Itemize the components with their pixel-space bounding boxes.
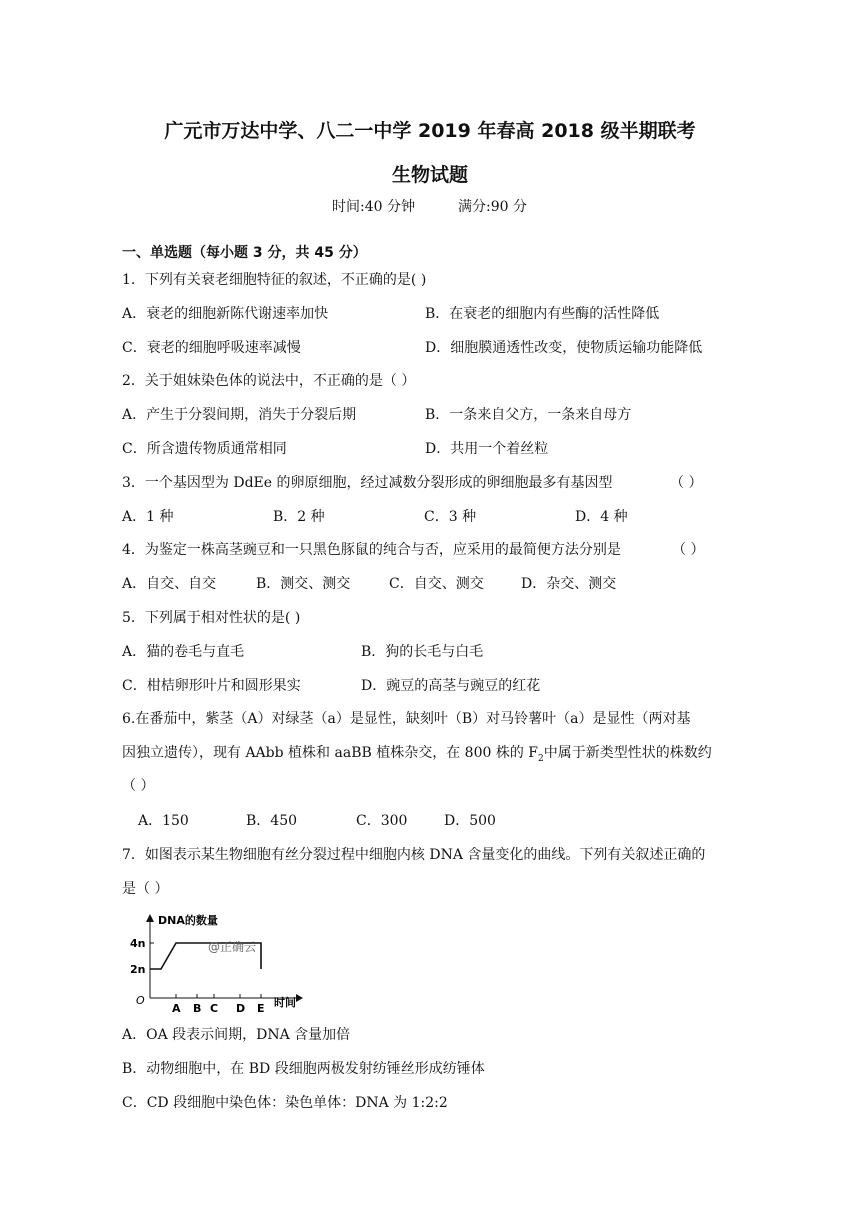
question-3-option-c: C．3 种 <box>424 509 477 525</box>
question-3-stem: 3．一个基因型为 DdEe 的卵原细胞，经过减数分裂形成的卵细胞最多有基因型 <box>122 475 613 491</box>
question-3-option-d: D．4 种 <box>575 509 628 525</box>
chart-watermark: @正确云 <box>208 940 257 954</box>
question-2-option-a: A．产生于分裂间期，消失于分裂后期 <box>122 407 357 423</box>
question-4-stem: 4．为鉴定一株高茎豌豆和一只黑色豚鼠的纯合与否，应采用的最简便方法分别是 <box>122 542 621 558</box>
question-5-stem: 5．下列属于相对性状的是( ) <box>122 610 301 626</box>
question-4-paren: （ ） <box>672 542 705 558</box>
question-1-option-a: A．衰老的细胞新陈代谢速率加快 <box>122 306 329 322</box>
question-2-option-b: B．一条来自父方，一条来自母方 <box>425 407 632 423</box>
question-4-option-c: C．自交、测交 <box>389 576 484 592</box>
question-3-paren: （ ） <box>670 475 703 491</box>
chart-x-tick-label: C <box>210 1002 219 1012</box>
question-2-option-c: C．所含遗传物质通常相同 <box>122 441 287 457</box>
chart-x-tick-label: D <box>236 1002 246 1012</box>
question-4-option-b: B．测交、测交 <box>256 576 351 592</box>
dna-content-chart <box>128 908 304 1012</box>
chart-y-tick-label: 2n <box>130 963 146 976</box>
time-info: 时间:40 分钟 <box>332 199 415 215</box>
score-info: 满分:90 分 <box>458 199 527 215</box>
question-6-stem-part-a: 因独立遗传），现有 AAbb 植株和 aaBB 植株杂交，在 800 株的 F <box>122 745 538 761</box>
question-4-option-d: D．杂交、测交 <box>521 576 617 592</box>
question-1-option-b: B．在衰老的细胞内有些酶的活性降低 <box>425 306 660 322</box>
question-5-option-c: C．柑桔卵形叶片和圆形果实 <box>122 678 301 694</box>
question-1-option-d: D．细胞膜通透性改变，使物质运输功能降低 <box>425 340 703 356</box>
question-5-option-a: A．猫的卷毛与直毛 <box>122 644 245 660</box>
question-7-option-c: C．CD 段细胞中染色体：染色单体：DNA 为 1:2:2 <box>122 1095 448 1111</box>
question-5-option-b: B．狗的长毛与白毛 <box>361 644 484 660</box>
question-6-option-b: B．450 <box>246 813 298 829</box>
question-7-option-b: B．动物细胞中，在 BD 段细胞两极发射纺锤丝形成纺锤体 <box>122 1061 485 1077</box>
question-7-stem-line-1: 7．如图表示某生物细胞有丝分裂过程中细胞内核 DNA 含量变化的曲线。下列有关叙述正确的 <box>122 847 706 863</box>
subject-title: 生物试题 <box>391 164 468 186</box>
chart-x-axis-arrow <box>296 994 303 1002</box>
chart-x-axis-label: 时间 <box>274 996 296 1009</box>
chart-x-tick-label: A <box>172 1002 181 1012</box>
question-6-option-c: C．300 <box>356 813 408 829</box>
question-3-option-a: A．1 种 <box>122 509 174 525</box>
question-7-stem-line-2: 是（ ） <box>122 881 169 897</box>
question-5-option-d: D．豌豆的高茎与豌豆的红花 <box>361 678 541 694</box>
question-6-option-a: A．150 <box>138 813 189 829</box>
chart-y-axis-arrow <box>146 914 154 922</box>
question-6-stem-part-b: 中属于新类型性状的株数约 <box>543 745 712 761</box>
chart-x-tick-label: E <box>257 1002 265 1012</box>
exam-title: 广元市万达中学、八二一中学 2019 年春高 2018 级半期联考 <box>164 120 696 142</box>
question-6-stem-line-2 <box>122 744 712 768</box>
question-7-option-a: A．OA 段表示间期，DNA 含量加倍 <box>122 1027 351 1043</box>
question-6-subscript: 2 <box>538 753 544 764</box>
question-1-option-c: C．衰老的细胞呼吸速率减慢 <box>122 340 301 356</box>
question-2-option-d: D．共用一个着丝粒 <box>425 441 549 457</box>
question-6-stem-line-3: （ ） <box>122 778 155 794</box>
section-heading: 一、单选题（每小题 3 分，共 45 分） <box>122 245 367 261</box>
question-3-option-b: B．2 种 <box>273 509 325 525</box>
chart-y-axis-label: DNA的数量 <box>158 914 218 927</box>
question-6-option-d: D．500 <box>444 813 496 829</box>
question-2-stem: 2．关于姐妹染色体的说法中，不正确的是（ ） <box>122 373 416 389</box>
chart-x-tick-label: B <box>193 1002 202 1012</box>
question-6-stem-line-1: 6.在番茄中，紫茎（A）对绿茎（a）是显性，缺刻叶（B）对马铃薯叶（a）是显性（两对基 <box>122 711 691 727</box>
question-1-stem: 1．下列有关衰老细胞特征的叙述，不正确的是( ) <box>122 272 427 288</box>
chart-y-tick-label: 4n <box>130 937 146 950</box>
question-4-option-a: A．自交、自交 <box>122 576 217 592</box>
chart-origin-label: O <box>136 994 145 1007</box>
